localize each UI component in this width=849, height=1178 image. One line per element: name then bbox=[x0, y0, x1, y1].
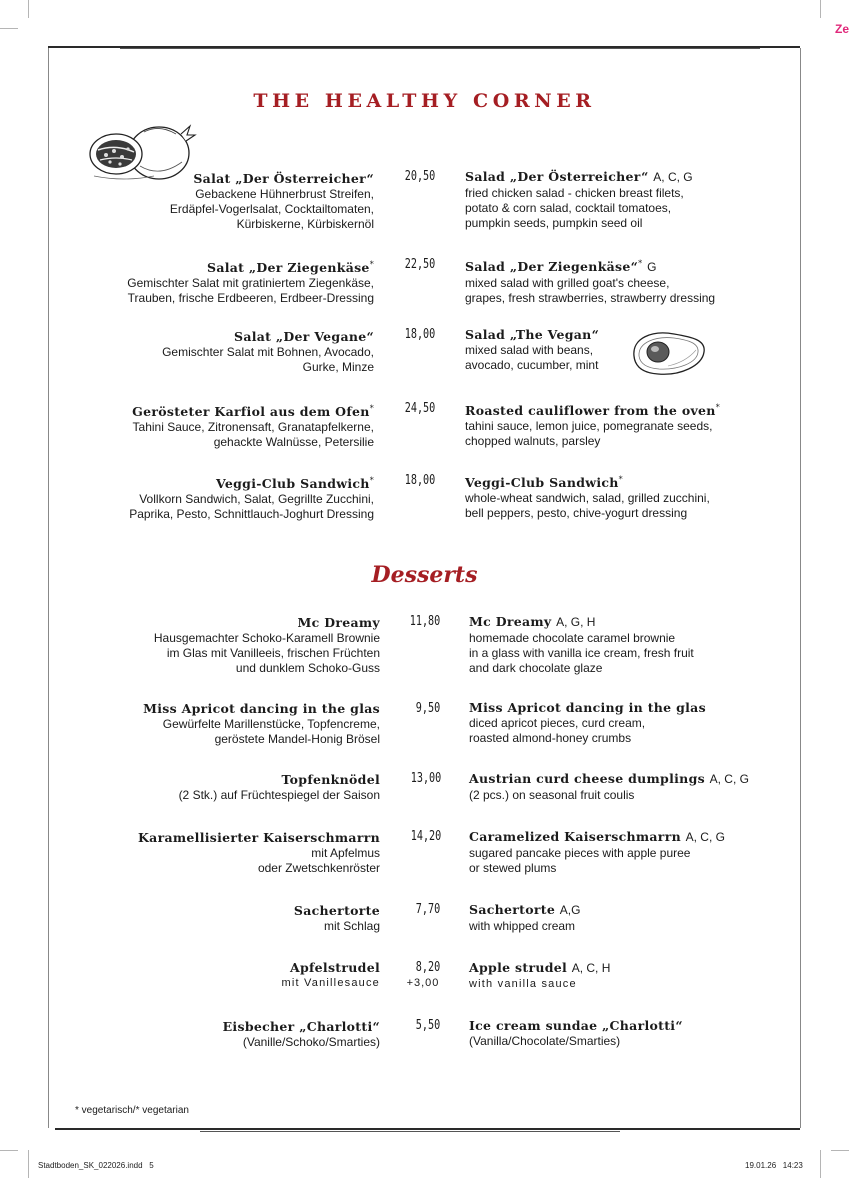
vegetarian-mark: * bbox=[638, 259, 643, 268]
item-german bbox=[0, 400, 374, 450]
item-desc-de: Gemischter Salat mit Bohnen, Avocado, bbox=[162, 345, 374, 359]
item-desc-en: (Vanilla/Chocolate/Smarties) bbox=[469, 1034, 621, 1048]
crop-mark bbox=[831, 1150, 849, 1151]
item-desc-en: homemade chocolate caramel brownie bbox=[469, 631, 676, 645]
item-english bbox=[469, 901, 799, 934]
item-german bbox=[0, 328, 374, 375]
item-name-de: Mc Dreamy bbox=[297, 615, 380, 630]
allergen-codes: A, C, G bbox=[685, 830, 725, 844]
item-english bbox=[465, 168, 795, 231]
vegetarian-mark: * bbox=[369, 476, 374, 485]
item-name-en: Veggi-Club Sandwich* bbox=[465, 475, 623, 491]
allergen-codes: A, C, H bbox=[571, 961, 611, 975]
crop-mark bbox=[0, 1150, 18, 1151]
allergen-codes: A, C, G bbox=[709, 772, 749, 786]
item-desc-en: grapes, fresh strawberries, strawberry dressing bbox=[465, 291, 716, 306]
item-english bbox=[465, 326, 625, 373]
item-desc-de: Tahini Sauce, Zitronensaft, Granatapfelkerne, bbox=[132, 420, 374, 435]
item-desc-de: Gurke, Minze bbox=[302, 360, 374, 374]
item-german bbox=[0, 700, 380, 747]
item-german bbox=[0, 472, 374, 522]
item-desc-de: gehackte Walnüsse, Petersilie bbox=[213, 435, 374, 450]
item-name-en: Miss Apricot dancing in the glas bbox=[469, 700, 706, 715]
item-english bbox=[465, 399, 795, 449]
item-german bbox=[0, 902, 380, 934]
item-desc-de: Gewürfelte Marillenstücke, Topfencreme, bbox=[162, 717, 380, 731]
item-german bbox=[0, 829, 380, 876]
item-desc-de: (Vanille/Schoko/Smarties) bbox=[242, 1035, 380, 1049]
item-desc-en: sugared pancake pieces with apple puree bbox=[469, 846, 691, 860]
item-desc-de: mit Apfelmus bbox=[311, 846, 380, 860]
item-desc-en: whole-wheat sandwich, salad, grilled zucchini, bbox=[465, 491, 710, 506]
item-price-main: 8,20 bbox=[415, 960, 441, 975]
item-name-en: Apple strudel A, C, H bbox=[469, 960, 611, 975]
item-price bbox=[405, 960, 452, 975]
item-german bbox=[0, 1018, 380, 1050]
allergen-codes: G bbox=[647, 260, 657, 275]
item-price: 20,50 bbox=[404, 169, 436, 184]
item-price: 13,00 bbox=[410, 771, 442, 786]
item-desc-en: fried chicken salad - chicken breast filets, bbox=[465, 186, 684, 200]
item-desc-en: in a glass with vanilla ice cream, fresh fruit bbox=[469, 646, 694, 660]
allergen-codes: A, C, G bbox=[653, 170, 693, 184]
item-desc-de: Gebackene Hühnerbrust Streifen, bbox=[195, 187, 374, 201]
item-english bbox=[469, 699, 799, 746]
item-name-de: Salat „Der Ziegenkäse* bbox=[207, 260, 374, 276]
item-desc-de: mit Vanillesauce bbox=[281, 977, 380, 989]
item-desc-en: with whipped cream bbox=[469, 919, 576, 933]
vegetarian-mark: * bbox=[369, 260, 374, 269]
item-german bbox=[0, 959, 380, 991]
item-desc-en: diced apricot pieces, curd cream, bbox=[469, 716, 646, 730]
item-english bbox=[469, 770, 799, 803]
allergen-codes: A, G, H bbox=[556, 615, 596, 629]
item-desc-en: roasted almond-honey crumbs bbox=[469, 731, 632, 745]
item-price: 9,50 bbox=[415, 701, 441, 716]
item-price: 14,20 bbox=[410, 829, 442, 844]
item-desc-de: Erdäpfel-Vogerlsalat, Cocktailtomaten, bbox=[169, 202, 374, 216]
item-desc-de: (2 Stk.) auf Früchtespiegel der Saison bbox=[178, 788, 380, 802]
item-english bbox=[465, 255, 795, 306]
item-desc-de: Trauben, frische Erdbeeren, Erdbeer-Dressing bbox=[127, 291, 374, 306]
item-english bbox=[469, 1017, 799, 1049]
item-name-de: Eisbecher „Charlotti“ bbox=[222, 1019, 380, 1034]
vegetarian-mark: * bbox=[715, 403, 720, 412]
allergen-codes: A,G bbox=[559, 903, 581, 917]
item-price: 24,50 bbox=[404, 401, 436, 416]
print-slug-file: Stadtboden_SK_022026.indd 5 bbox=[38, 1161, 154, 1170]
item-desc-en: bell peppers, pesto, chive-yogurt dressing bbox=[465, 506, 688, 521]
item-price: 18,00 bbox=[404, 473, 436, 488]
item-english bbox=[469, 959, 799, 992]
item-name-en: Salad „Der Ziegenkäse“* G bbox=[465, 259, 657, 275]
item-german bbox=[0, 614, 380, 676]
item-desc-de: Hausgemachter Schoko-Karamell Brownie bbox=[153, 631, 380, 645]
vegetarian-mark: * bbox=[369, 404, 374, 413]
item-price: 18,00 bbox=[404, 327, 436, 342]
item-price: 22,50 bbox=[404, 257, 436, 272]
item-price-extra: +3,00 bbox=[406, 977, 440, 989]
item-desc-en: chopped walnuts, parsley bbox=[465, 434, 601, 449]
item-english bbox=[469, 613, 799, 676]
item-desc-en: avocado, cucumber, mint bbox=[465, 358, 599, 372]
crop-mark bbox=[820, 1150, 821, 1178]
item-name-de: Sachertorte bbox=[293, 903, 380, 918]
item-desc-en: (2 pcs.) on seasonal fruit coulis bbox=[469, 788, 635, 802]
frame-bottom-border bbox=[200, 1131, 620, 1132]
item-name-en: Caramelized Kaiserschmarrn A, C, G bbox=[469, 829, 725, 844]
item-price: 5,50 bbox=[415, 1018, 441, 1033]
item-name-en: Salad „Der Österreicher“ A, C, G bbox=[465, 169, 693, 184]
item-name-en: Austrian curd cheese dumplings A, C, G bbox=[469, 771, 749, 786]
item-name-en: Ice cream sundae „Charlotti“ bbox=[469, 1018, 683, 1033]
section-title-desserts: Desserts bbox=[371, 562, 478, 588]
item-english bbox=[469, 828, 799, 876]
item-desc-en: and dark chocolate glaze bbox=[469, 661, 603, 675]
item-name-de: Topfenknödel bbox=[281, 772, 380, 787]
avocado-icon bbox=[628, 326, 708, 378]
section-title-healthy-corner: THE HEALTHY CORNER bbox=[253, 90, 596, 112]
item-name-de: Apfelstrudel bbox=[289, 960, 380, 975]
item-name-de: Gerösteter Karfiol aus dem Ofen* bbox=[132, 404, 374, 420]
print-slug-date: 19.01.26 14:23 bbox=[745, 1161, 803, 1170]
item-desc-en: mixed salad with grilled goat's cheese, bbox=[465, 276, 670, 291]
item-desc-en: pumpkin seeds, pumpkin seed oil bbox=[465, 216, 643, 230]
item-desc-en: tahini sauce, lemon juice, pomegranate seeds, bbox=[465, 419, 713, 434]
item-name-de: Miss Apricot dancing in the glas bbox=[143, 701, 380, 716]
item-desc-de: Kürbiskerne, Kürbiskernöl bbox=[236, 217, 374, 231]
item-price: 7,70 bbox=[415, 902, 441, 917]
item-desc-de: Gemischter Salat mit gratiniertem Ziegenkäse, bbox=[127, 276, 374, 291]
footnote: * vegetarisch/* vegetarian bbox=[75, 1105, 189, 1116]
item-desc-en: mixed salad with beans, bbox=[465, 343, 594, 357]
item-name-de: Salat „Der Österreicher“ bbox=[193, 171, 374, 186]
vegetarian-mark: * bbox=[618, 475, 623, 484]
item-german bbox=[0, 256, 374, 306]
frame-bottom-border bbox=[55, 1128, 800, 1130]
item-english bbox=[465, 471, 795, 521]
item-name-de: Veggi-Club Sandwich* bbox=[216, 476, 374, 492]
item-desc-de: geröstete Mandel-Honig Brösel bbox=[214, 732, 380, 746]
frame-right-border bbox=[800, 48, 801, 1128]
item-desc-de: mit Schlag bbox=[323, 919, 380, 933]
item-desc-en: with vanilla sauce bbox=[469, 978, 577, 990]
item-desc-en: or stewed plums bbox=[469, 861, 557, 875]
item-german bbox=[0, 170, 374, 232]
item-desc-de: und dunklem Schoko-Guss bbox=[235, 661, 380, 675]
item-name-de: Karamellisierter Kaiserschmarrn bbox=[138, 830, 380, 845]
item-desc-en: potato & corn salad, cocktail tomatoes, bbox=[465, 201, 672, 215]
crop-mark bbox=[28, 1150, 29, 1178]
item-name-en: Mc Dreamy A, G, H bbox=[469, 614, 596, 629]
item-desc-de: Vollkorn Sandwich, Salat, Gegrillte Zucchini, bbox=[139, 492, 374, 507]
item-price: 11,80 bbox=[409, 614, 441, 629]
item-name-en: Salad „The Vegan“ bbox=[465, 327, 600, 342]
item-german bbox=[0, 771, 380, 803]
item-desc-de: Paprika, Pesto, Schnittlauch-Joghurt Dressing bbox=[129, 507, 374, 522]
item-name-de: Salat „Der Vegane“ bbox=[234, 329, 374, 344]
page-tab-label: Ze bbox=[834, 22, 849, 36]
item-name-en: Roasted cauliflower from the oven* bbox=[465, 403, 720, 419]
item-desc-de: im Glas mit Vanilleeis, frischen Früchten bbox=[166, 646, 380, 660]
item-name-en: Sachertorte A,G bbox=[469, 902, 581, 917]
item-desc-de: oder Zwetschkenröster bbox=[257, 861, 380, 875]
